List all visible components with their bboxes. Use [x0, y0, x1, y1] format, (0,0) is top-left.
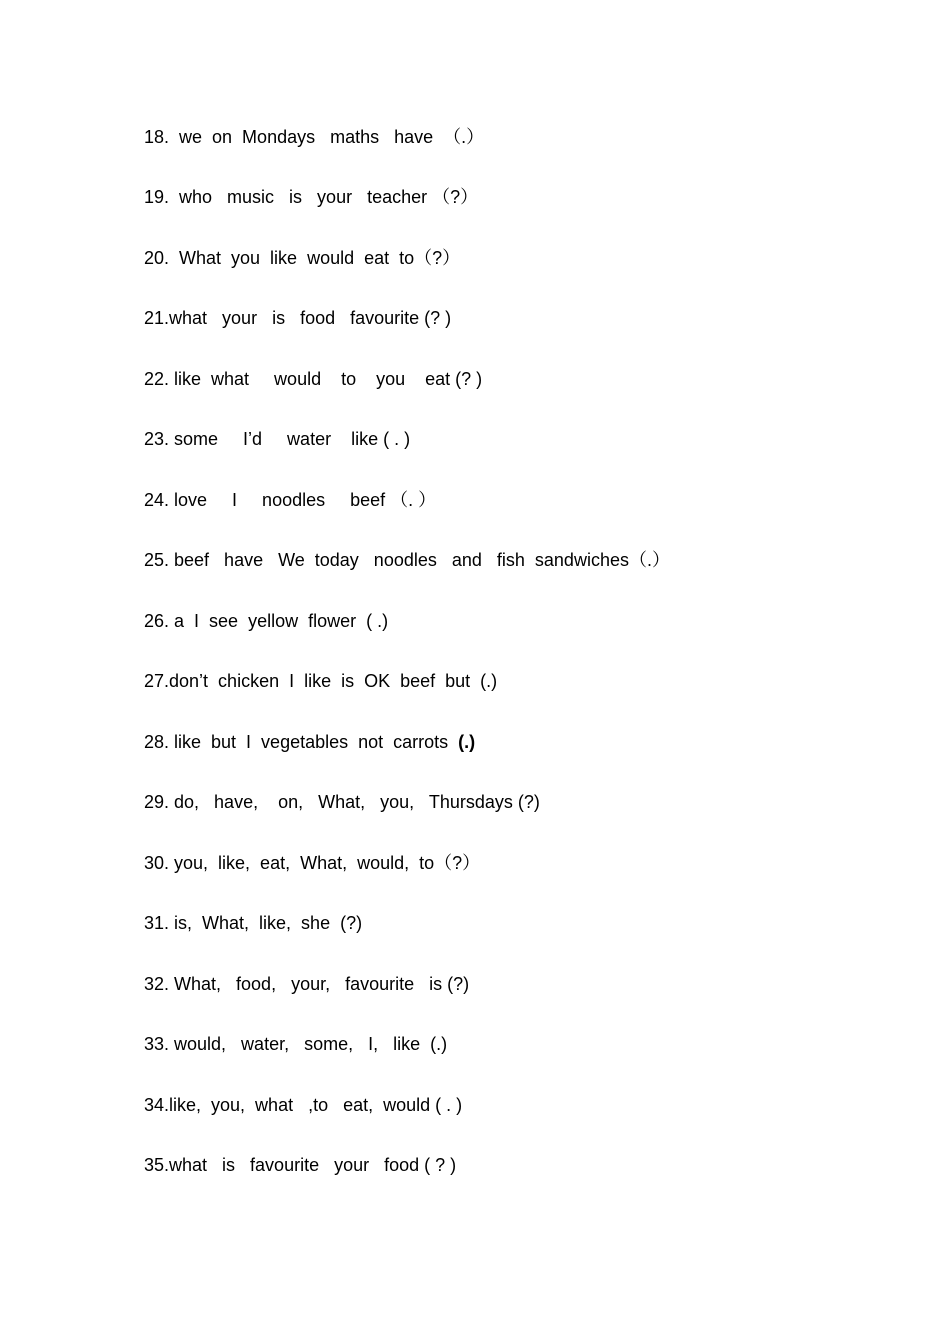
- exercise-item-24: 24. love I noodles beef （. ）: [144, 490, 437, 510]
- exercise-item-29: 29. do, have, on, What, you, Thursdays (?): [144, 792, 540, 812]
- exercise-item-23: 23. some I’d water like ( . ): [144, 429, 411, 449]
- exercise-item-28-text: 28. like but I vegetables not carrots: [144, 732, 459, 752]
- exercise-item-25: 25. beef have We today noodles and fish sandwiches（.）: [144, 550, 670, 570]
- exercise-item-35: 35.what is favourite your food ( ? ): [144, 1155, 457, 1175]
- exercise-item-18: 18. we on Mondays maths have （.）: [144, 127, 485, 147]
- exercise-item-20: 20. What you like would eat to（?）: [144, 248, 461, 268]
- exercise-item-27: 27.don’t chicken I like is OK beef but (.): [144, 671, 498, 691]
- exercise-item-26: 26. a I see yellow flower ( .): [144, 611, 389, 631]
- exercise-item-34: 34.like, you, what ,to eat, would ( . ): [144, 1095, 463, 1115]
- exercise-item-22: 22. like what would to you eat (? ): [144, 369, 483, 389]
- exercise-item-31: 31. is, What, like, she (?): [144, 913, 363, 933]
- exercise-item-32: 32. What, food, your, favourite is (?): [144, 974, 470, 994]
- exercise-item-33: 33. would, water, some, I, like (.): [144, 1034, 448, 1054]
- exercise-item-28-punctuation: (.): [458, 732, 476, 752]
- exercise-item-19: 19. who music is your teacher （?）: [144, 187, 479, 207]
- exercise-item-30: 30. you, like, eat, What, would, to（?）: [144, 853, 481, 873]
- exercise-item-21: 21.what your is food favourite (? ): [144, 308, 452, 328]
- exercise-item-28: [144, 731, 475, 753]
